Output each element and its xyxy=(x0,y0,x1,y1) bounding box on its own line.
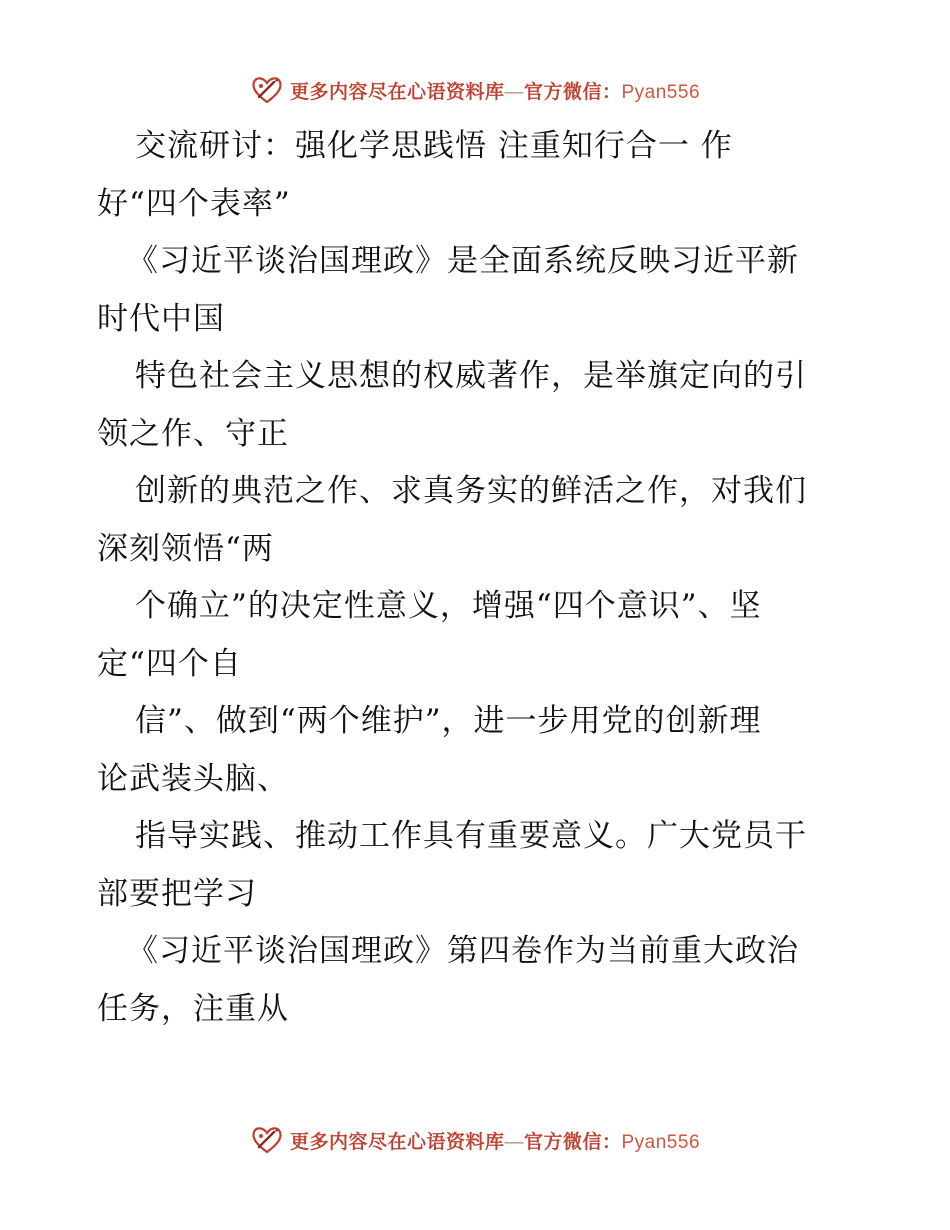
watermark-wechat-id: Pyan556 xyxy=(621,81,701,103)
watermark-wechat-id: Pyan556 xyxy=(621,1131,701,1153)
footer-watermark xyxy=(0,1120,950,1160)
watermark-separator: — xyxy=(504,81,524,103)
watermark-site-name: 更多内容尽在心语资料库 xyxy=(289,81,505,103)
paragraph-line: 任务，注重从 xyxy=(97,990,289,1027)
heart-pen-logo-icon xyxy=(250,73,284,107)
watermark-site-name: 更多内容尽在心语资料库 xyxy=(289,1131,505,1153)
paragraph-line: 创新的典范之作、求真务实的鲜活之作，对我们 xyxy=(135,473,807,509)
watermark-text xyxy=(290,1127,700,1154)
paragraph-line: 《习近平谈治国理政》是全面系统反映习近平新 xyxy=(127,243,799,279)
paragraph-line: 深刻领悟“两 xyxy=(97,530,274,567)
watermark-wechat-label: 官方微信： xyxy=(523,1131,622,1153)
paragraph-line: 特色社会主义思想的权威著作，是举旗定向的引 xyxy=(135,358,807,394)
paragraph-line: 《习近平谈治国理政》第四卷作为当前重大政治 xyxy=(127,933,799,969)
heart-pen-logo-icon xyxy=(250,1123,284,1157)
paragraph-line: 信”、做到“两个维护”，进一步用党的创新理 xyxy=(135,703,762,739)
paragraph-line: 论武装头脑、 xyxy=(97,760,289,797)
watermark-text xyxy=(290,77,700,104)
document-body xyxy=(97,118,857,1038)
paragraph-line: 时代中国 xyxy=(97,300,225,337)
document-title-line-1: 交流研讨：强化学思践悟 注重知行合一 作 xyxy=(135,128,733,164)
paragraph-line: 部要把学习 xyxy=(97,875,257,912)
watermark-separator: — xyxy=(504,1131,524,1153)
paragraph-line: 定“四个自 xyxy=(97,645,242,682)
watermark-wechat-label: 官方微信： xyxy=(523,81,622,103)
paragraph-line: 领之作、守正 xyxy=(97,415,289,452)
paragraph-line: 个确立”的决定性意义，增强“四个意识”、坚 xyxy=(135,588,762,624)
header-watermark xyxy=(0,70,950,110)
paragraph-line: 指导实践、推动工作具有重要意义。广大党员干 xyxy=(135,818,807,854)
document-title-line-2: 好“四个表率” xyxy=(97,185,291,222)
